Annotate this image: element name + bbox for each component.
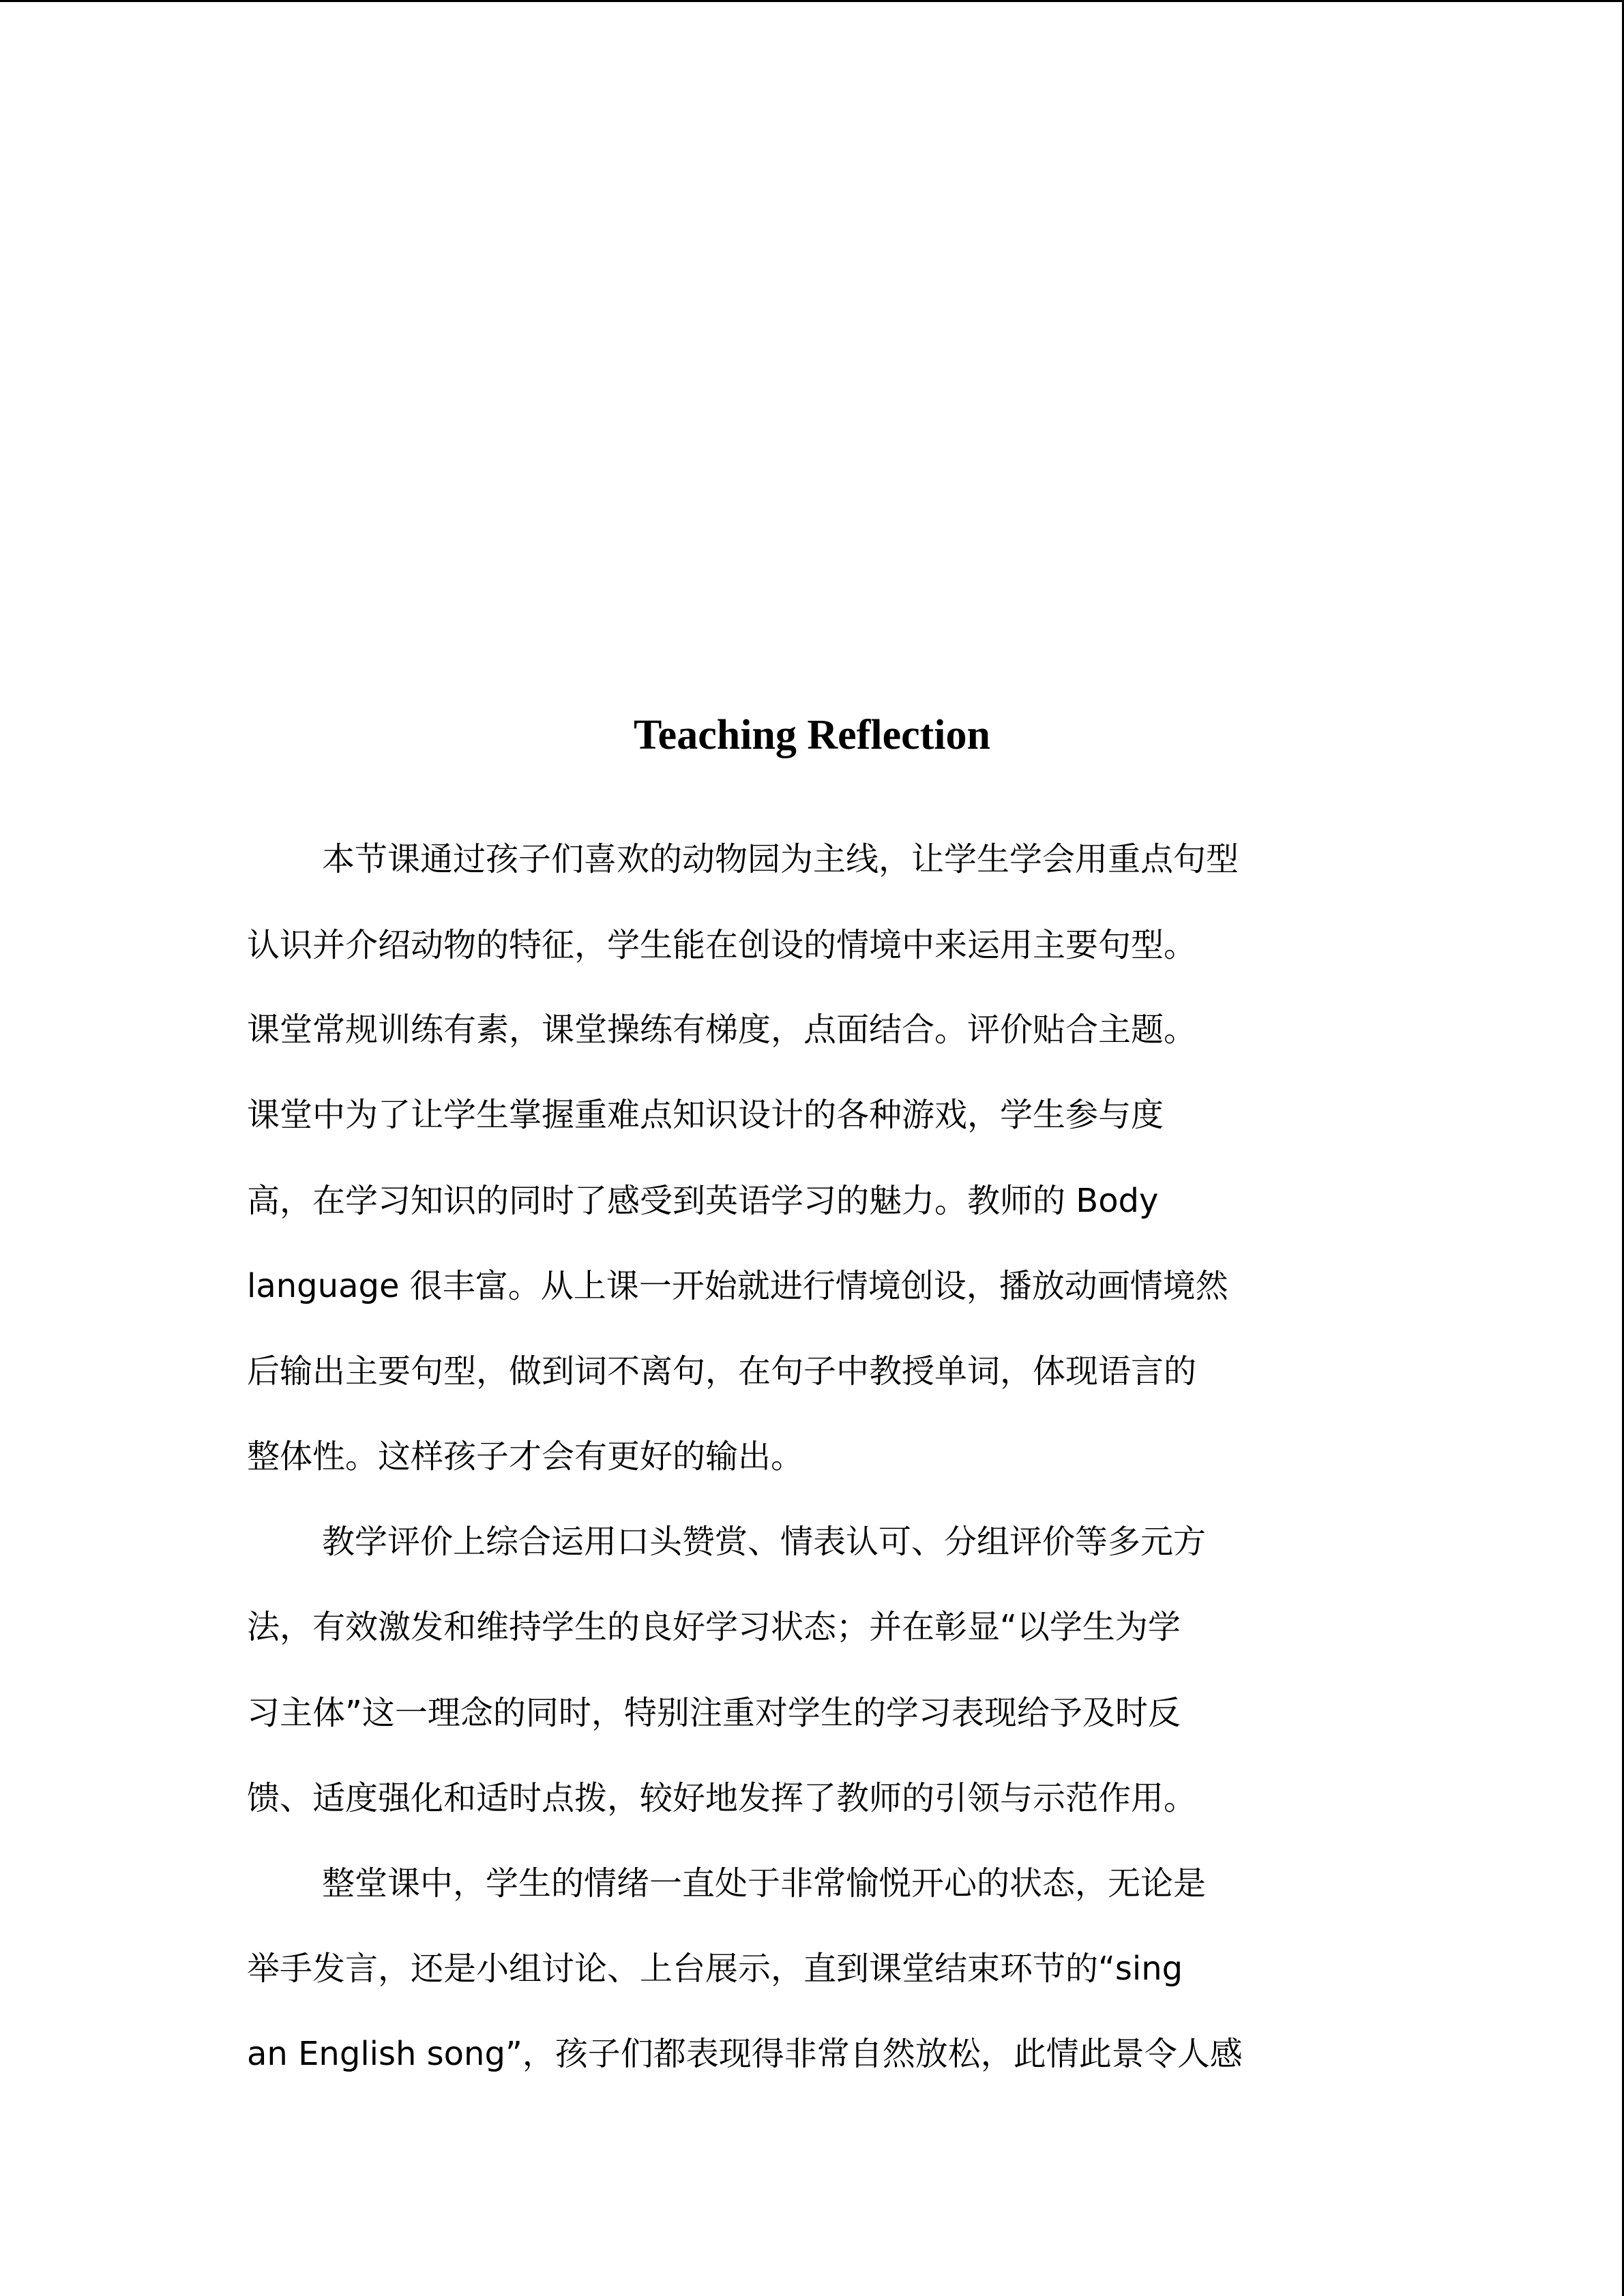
paragraph-1-line-6: language 很丰富。从上课一开始就进行情境创设，播放动画情境然 bbox=[247, 1267, 1228, 1305]
document-title: Teaching Reflection bbox=[634, 712, 990, 758]
paragraph-3-line-1: 整堂课中，学生的情绪一直处于非常愉悦开心的状态，无论是 bbox=[322, 1864, 1207, 1903]
paragraph-1-line-4: 课堂中为了让学生掌握重难点知识设计的各种游戏，学生参与度 bbox=[247, 1096, 1164, 1134]
paragraph-2-line-3: 习主体”这一理念的同时，特别注重对学生的学习表现给予及时反 bbox=[247, 1694, 1181, 1732]
paragraph-1-line-8: 整体性。这样孩子才会有更好的输出。 bbox=[247, 1437, 804, 1476]
paragraph-3-line-3: an English song”，孩子们都表现得非常自然放松，此情此景令人感 bbox=[247, 2035, 1243, 2073]
paragraph-2-line-2: 法，有效激发和维持学生的良好学习状态；并在彰显“以学生为学 bbox=[247, 1608, 1181, 1646]
paragraph-3-line-2: 举手发言，还是小组讨论、上台展示，直到课堂结束环节的“sing bbox=[247, 1950, 1183, 1988]
paragraph-1-line-1: 本节课通过孩子们喜欢的动物园为主线，让学生学会用重点句型 bbox=[322, 840, 1239, 878]
paragraph-1-line-3: 课堂常规训练有素，课堂操练有梯度，点面结合。评价贴合主题。 bbox=[247, 1011, 1197, 1049]
paragraph-1-line-2: 认识并介绍动物的特征，学生能在创设的情境中来运用主要句型。 bbox=[247, 926, 1197, 964]
paragraph-1-line-5: 高，在学习知识的同时了感受到英语学习的魅力。教师的 Body bbox=[247, 1182, 1159, 1220]
paragraph-2-line-4: 馈、适度强化和适时点拨，较好地发挥了教师的引领与示范作用。 bbox=[247, 1779, 1197, 1817]
paragraph-2-line-1: 教学评价上综合运用口头赞赏、情表认可、分组评价等多元方 bbox=[322, 1523, 1207, 1561]
paragraph-1-line-7: 后输出主要句型，做到词不离句，在句子中教授单词，体现语言的 bbox=[247, 1352, 1197, 1390]
